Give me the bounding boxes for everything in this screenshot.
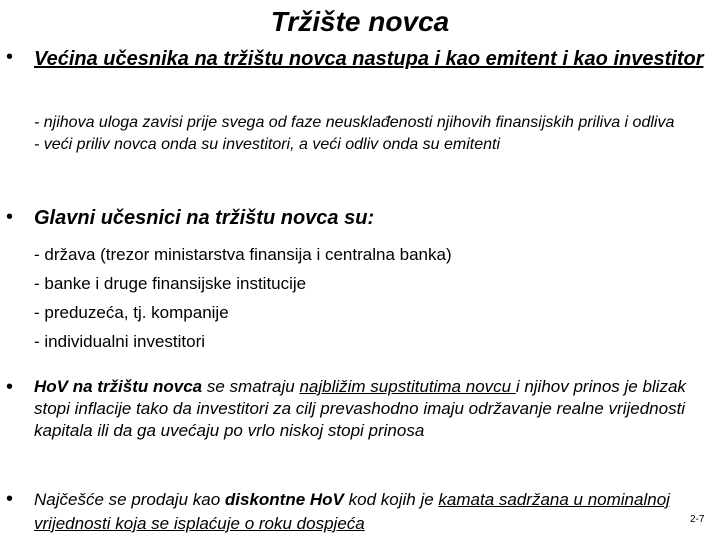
bullet-3-bold: HoV na tržištu novca (34, 377, 203, 396)
bullet-1-text: Većina učesnika na tržištu novca nastupa i kao emitent i kao investitor (34, 48, 704, 70)
bullet-3-part3: i njihov prinos je blizak stopi inflacije tako da investitori za cilj prevashodno imaju održavanje realne vrijednosti kapitala ili da ga uvećaju po vrlo niskoj stopi prinosa (34, 377, 686, 440)
bullet-2-text: Glavni učesnici na tržištu novca su: (34, 207, 375, 229)
bullet-4-bold: diskontne HoV (224, 490, 344, 509)
subpoint: - njihova uloga zavisi prije svega od faze neusklađenosti njihovih finansijskih priliva i odliva (34, 114, 675, 131)
page-number: 2-7 (690, 514, 705, 525)
bullet-dot: • (6, 488, 14, 510)
bullet-1-subpoints (34, 112, 694, 156)
bullet-3 (6, 376, 706, 442)
bullet-3-underlined: najbližim supstitutima novcu (299, 377, 516, 396)
subpoint: - individualni investitori (34, 332, 206, 351)
subpoint: - banke i druge finansijske institucije (34, 274, 307, 293)
subpoint: - preduzeća, tj. kompanije (34, 303, 229, 322)
bullet-4-text (34, 488, 706, 536)
subpoint: - država (trezor ministarstva finansija i centralna banka) (34, 245, 452, 264)
slide-title: Tržište novca (270, 6, 450, 37)
bullet-2-subpoints (34, 240, 694, 356)
bullet-4-underlined: kamata sadržana u nominalnoj vrijednosti koja se isplaćuje o roku dospjeća (34, 490, 670, 533)
bullet-4 (6, 488, 706, 536)
bullet-1 (6, 46, 706, 72)
bullet-dot: • (6, 206, 14, 228)
bullet-dot: • (6, 46, 14, 68)
bullet-4-part1: Najčešće se prodaju kao (34, 490, 225, 509)
bullet-4-part2: kod kojih je (343, 490, 439, 509)
subpoint: - veći priliv novca onda su investitori, a veći odliv onda su emitenti (34, 136, 500, 153)
bullet-dot: • (6, 376, 14, 398)
bullet-3-text (34, 376, 706, 442)
bullet-2 (6, 206, 706, 230)
bullet-3-part2: se smatraju (202, 377, 300, 396)
